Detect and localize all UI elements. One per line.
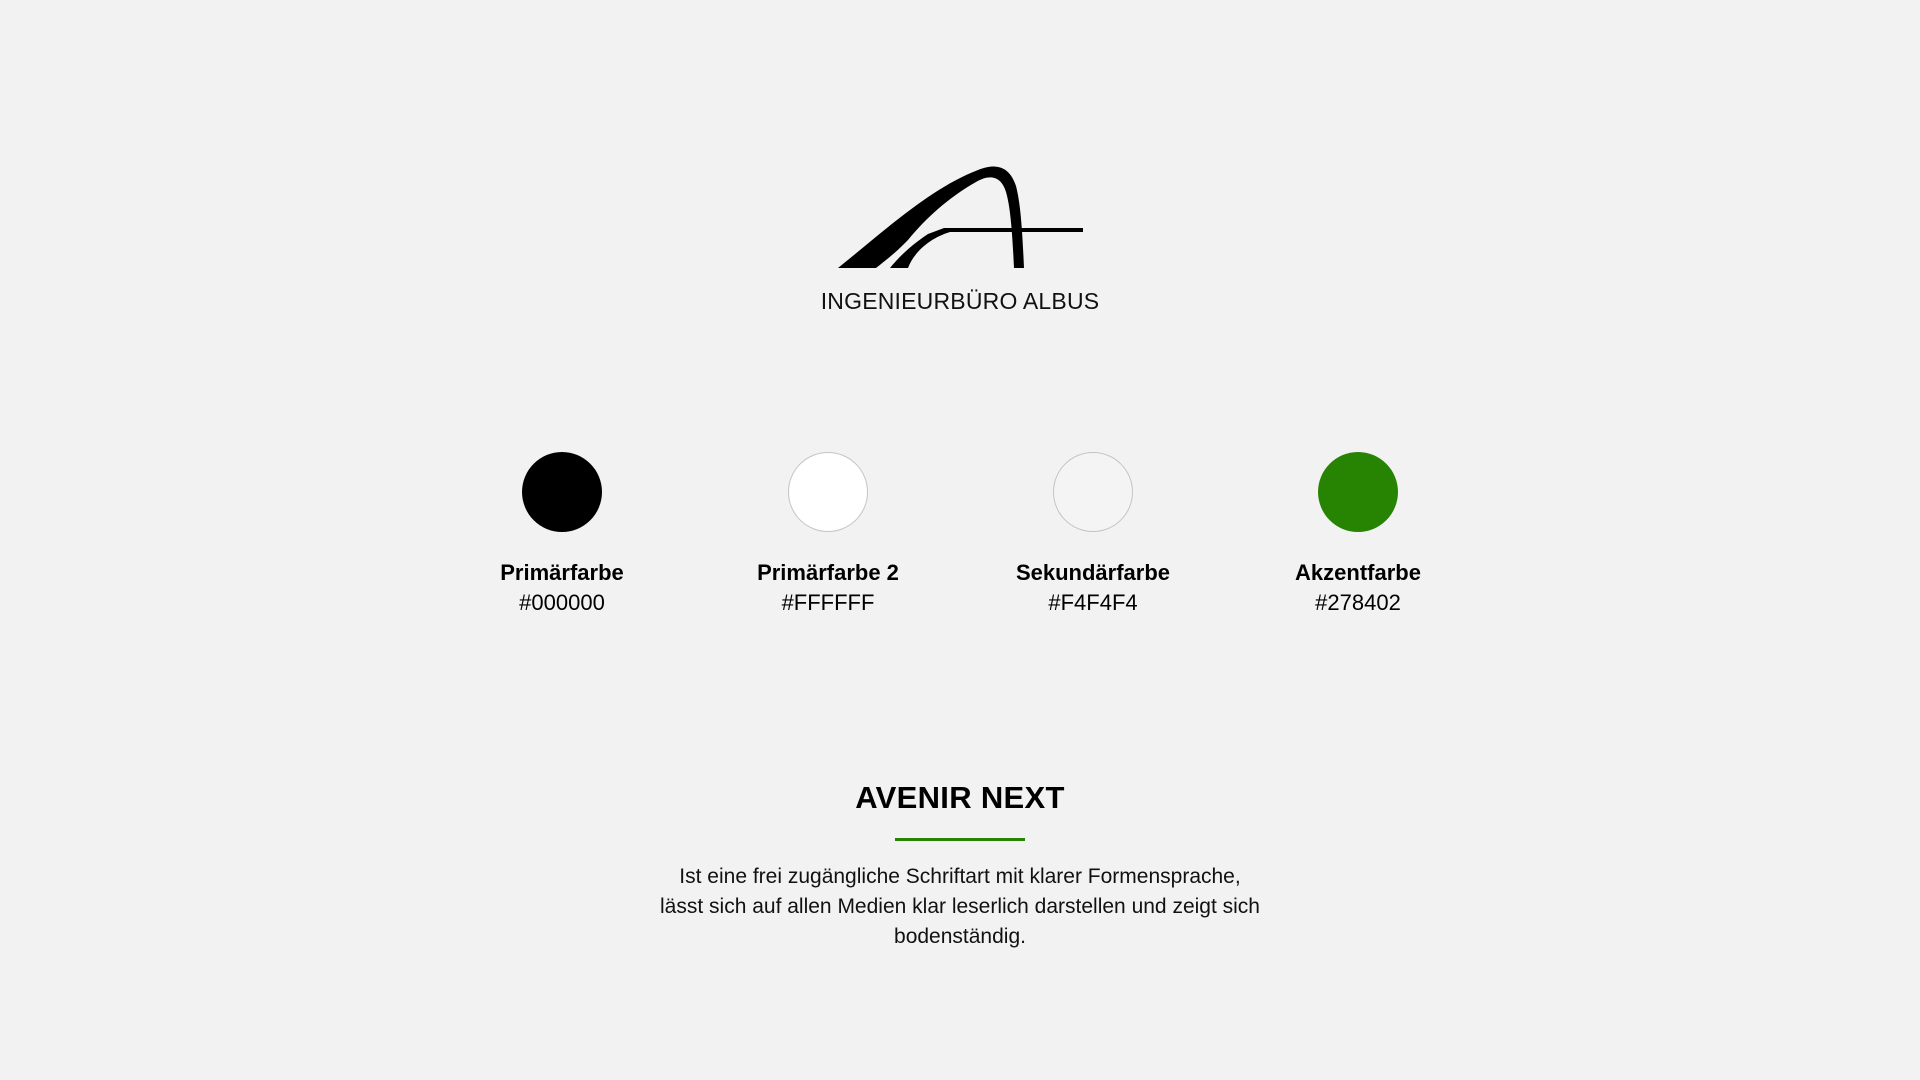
color-label: Primärfarbe 2 — [757, 560, 899, 585]
color-swatch-accent — [1238, 452, 1478, 618]
color-swatch-primary-2 — [708, 452, 948, 618]
color-circle — [788, 452, 868, 532]
color-label: Akzentfarbe — [1295, 560, 1421, 585]
color-swatch-primary — [442, 452, 682, 618]
color-hex: #278402 — [1315, 590, 1401, 615]
color-label: Primärfarbe — [500, 560, 624, 585]
color-swatch-secondary — [973, 452, 1213, 618]
color-hex: #000000 — [519, 590, 605, 615]
color-hex: #F4F4F4 — [1048, 590, 1138, 615]
albus-arch-logo-icon — [838, 164, 1084, 272]
brand-name: INGENIEURBÜRO ALBUS — [820, 288, 1100, 314]
color-hex: #FFFFFF — [781, 590, 875, 615]
font-title-underline — [895, 838, 1025, 841]
color-circle — [522, 452, 602, 532]
font-description: Ist eine frei zugängliche Schriftart mit klarer Formensprache, lässt sich auf allen Medien klar leserlich darstellen und zeigt sich bodenständig. — [660, 865, 1260, 948]
color-label: Sekundärfarbe — [1015, 560, 1171, 585]
color-circle — [1053, 452, 1133, 532]
color-circle — [1318, 452, 1398, 532]
color-palette — [0, 452, 1920, 622]
font-title: AVENIR NEXT — [855, 780, 1065, 815]
